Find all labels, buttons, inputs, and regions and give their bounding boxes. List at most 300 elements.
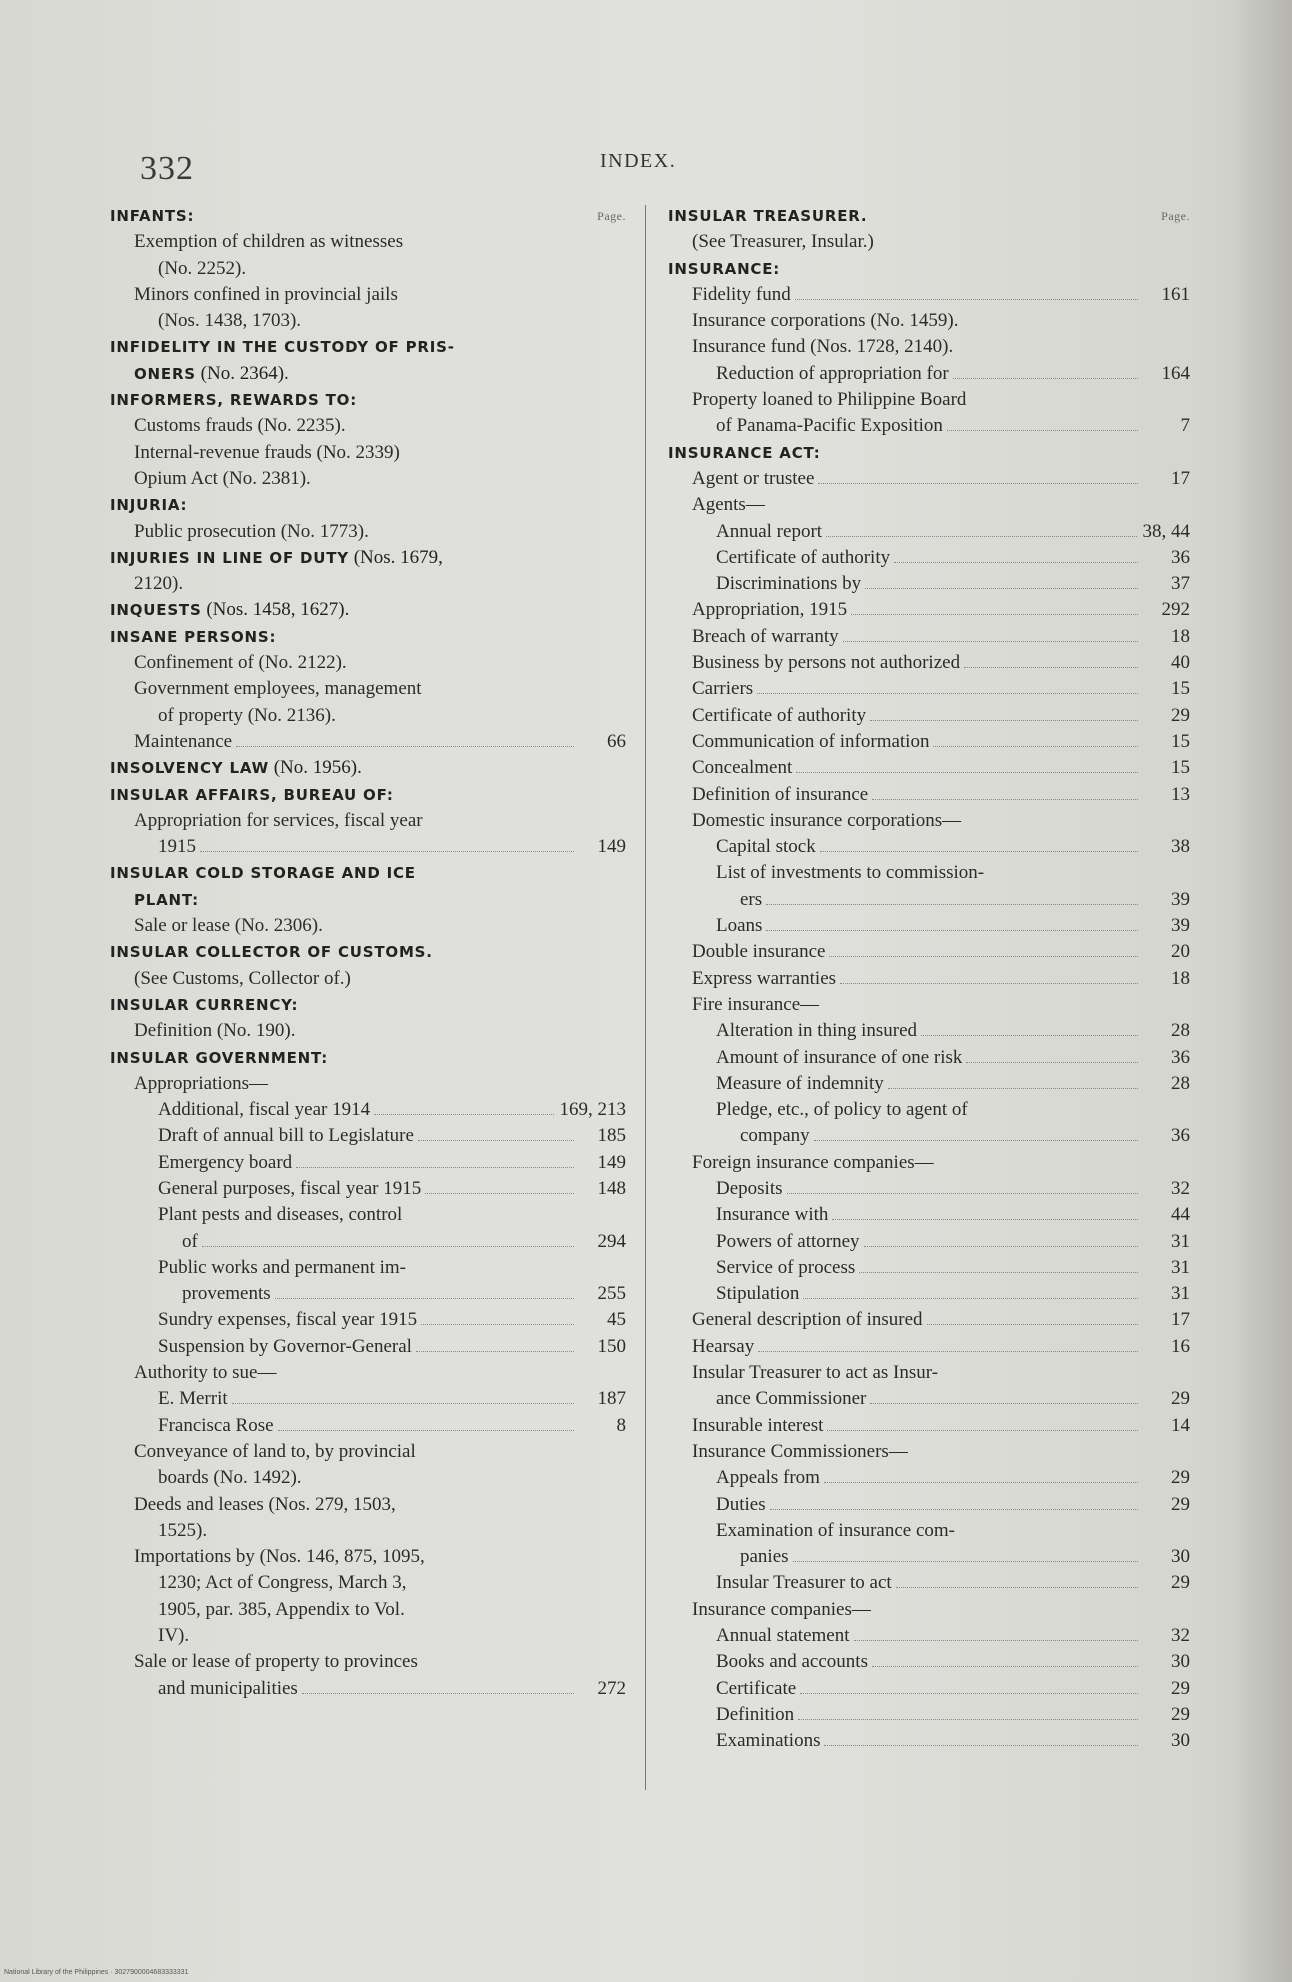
entry-text: Service of process (716, 1256, 856, 1278)
index-heading (668, 203, 1190, 229)
index-heading (110, 992, 626, 1018)
entry-text: INSULAR COLLECTOR OF CUSTOMS. (110, 943, 433, 962)
leader-dots (827, 1430, 1138, 1431)
entry-text: INFIDELITY IN THE CUSTODY OF PRIS- (110, 338, 455, 357)
index-entry (110, 676, 626, 702)
index-entry (668, 1439, 1190, 1465)
entry-text: (Nos. 1438, 1703). (158, 310, 302, 332)
page-ref: 17 (1171, 1309, 1190, 1331)
entry-text: Appropriations— (134, 1072, 269, 1094)
entry-text: Appeals from (716, 1467, 820, 1489)
entry-text: Emergency board (158, 1151, 293, 1173)
entry-text: Examination of insurance com- (716, 1519, 956, 1541)
index-entry (110, 808, 626, 834)
entry-text: INSULAR TREASURER. (668, 207, 868, 225)
page-ref: 164 (1161, 362, 1190, 384)
entry-text: Insular Treasurer to act as Insur- (692, 1362, 939, 1384)
page-ref: 37 (1171, 573, 1190, 595)
leader-dots (829, 956, 1138, 957)
index-entry (668, 1492, 1190, 1518)
page-ref: 13 (1171, 783, 1190, 805)
entry-text: Customs frauds (No. 2235). (134, 415, 346, 437)
index-entry (110, 1281, 626, 1307)
entry-text: List of investments to commission- (716, 862, 985, 884)
entry-text: INSULAR CURRENCY: (110, 995, 299, 1014)
index-heading (110, 203, 626, 229)
index-entry (668, 1097, 1190, 1123)
page-ref: 8 (616, 1414, 626, 1436)
entry-text: INFORMERS, REWARDS TO: (110, 391, 358, 410)
index-entry (668, 782, 1190, 808)
entry-text: Communication of information (692, 730, 930, 752)
entry-text: 1525). (158, 1519, 208, 1541)
leader-dots (416, 1351, 574, 1352)
index-entry (668, 676, 1190, 702)
page-ref: 36 (1171, 1125, 1190, 1147)
entry-text: IV). (158, 1625, 190, 1647)
page-ref: 29 (1171, 1572, 1190, 1594)
entry-text: Conveyance of land to, by provincial (134, 1440, 416, 1462)
entry-text: provements (182, 1283, 271, 1305)
entry-text: 2120). (134, 573, 184, 595)
index-entry (668, 624, 1190, 650)
column-divider (645, 205, 646, 1790)
entry-text: Express warranties (692, 967, 837, 989)
entry-text: INSULAR GOVERNMENT: (110, 1048, 329, 1067)
page-ref: 169, 213 (559, 1099, 626, 1121)
running-title: INDEX. (600, 150, 677, 172)
entry-text: INQUESTS (110, 601, 202, 620)
leader-dots (864, 1246, 1138, 1247)
entry-text: ers (740, 888, 763, 910)
page-ref: 15 (1171, 730, 1190, 752)
entry-text: Capital stock (716, 836, 816, 858)
leader-dots (421, 1324, 574, 1325)
leader-dots (296, 1167, 574, 1168)
leader-dots (872, 799, 1138, 800)
index-entry (110, 1018, 626, 1044)
entry-text: 1230; Act of Congress, March 3, (158, 1572, 407, 1594)
entry-text: Double insurance (692, 941, 826, 963)
leader-dots (820, 851, 1138, 852)
index-entry (668, 308, 1190, 334)
page-ref: 29 (1171, 1677, 1190, 1699)
index-entry (110, 1071, 626, 1097)
leader-dots (232, 1403, 574, 1404)
entry-text: Discriminations by (716, 573, 862, 595)
page-ref: 29 (1171, 704, 1190, 726)
index-entry (668, 1229, 1190, 1255)
entry-text: Insurable interest (692, 1414, 824, 1436)
leader-dots (872, 1666, 1138, 1667)
index-entry (110, 650, 626, 676)
entry-text: of (182, 1230, 198, 1252)
entry-text: Minors confined in provincial jails (134, 283, 398, 305)
index-entry (110, 966, 626, 992)
page-ref: 39 (1171, 915, 1190, 937)
page-number: 332 (140, 150, 194, 187)
entry-text: 1905, par. 385, Appendix to Vol. (158, 1598, 405, 1620)
entry-text: Appropriation, 1915 (692, 599, 848, 621)
entry-text: Fidelity fund (692, 283, 791, 305)
page-ref: 161 (1161, 283, 1190, 305)
index-entry (668, 1649, 1190, 1675)
entry-text: INFANTS: (110, 207, 195, 225)
page-ref: 38, 44 (1142, 520, 1190, 542)
page-ref: 272 (597, 1677, 626, 1699)
index-heading (110, 939, 626, 965)
entry-text: PLANT: (134, 890, 199, 909)
entry-text: ONERS (134, 364, 196, 383)
index-entry (668, 887, 1190, 913)
entry-text: Exemption of children as witnesses (134, 231, 404, 253)
index-entry (668, 545, 1190, 571)
leader-dots (953, 378, 1138, 379)
index-entry (110, 1518, 626, 1544)
entry-text: Reduction of appropriation for (716, 362, 949, 384)
entry-text: INJURIES IN LINE OF DUTY (110, 548, 349, 567)
index-entry (110, 308, 626, 334)
entry-text: Sale or lease of property to provinces (134, 1651, 418, 1673)
entry-text: INSURANCE: (668, 259, 781, 278)
entry-text: of property (No. 2136). (158, 704, 336, 726)
index-entry (110, 703, 626, 729)
index-entry (668, 1045, 1190, 1071)
entry-text: Agent or trustee (692, 467, 815, 489)
index-entry (110, 1176, 626, 1202)
entry-text: Hearsay (692, 1335, 755, 1357)
entry-text: Additional, fiscal year 1914 (158, 1099, 371, 1121)
leader-dots (840, 983, 1138, 984)
entry-text: Public prosecution (No. 1773). (134, 520, 369, 542)
index-entry (668, 1360, 1190, 1386)
entry-reference: (No. 1956). (268, 757, 362, 779)
index-entry (668, 361, 1190, 387)
page-ref: 18 (1171, 967, 1190, 989)
entry-reference: (No. 2364). (195, 362, 289, 384)
entry-text: Fire insurance— (692, 993, 820, 1015)
index-heading (110, 387, 626, 413)
index-entry (110, 256, 626, 282)
index-entry (668, 571, 1190, 597)
page-ref: 36 (1171, 1046, 1190, 1068)
leader-dots (896, 1587, 1138, 1588)
index-entry (110, 1597, 626, 1623)
leader-dots (921, 1035, 1138, 1036)
entry-text: Insurance companies— (692, 1598, 871, 1620)
entry-text: Public works and permanent im- (158, 1256, 407, 1278)
entry-text: boards (No. 1492). (158, 1467, 302, 1489)
index-entry (668, 1676, 1190, 1702)
index-heading (110, 492, 626, 518)
page-ref: 38 (1171, 836, 1190, 858)
entry-text: ance Commissioner (716, 1388, 867, 1410)
index-entry (668, 1255, 1190, 1281)
entry-reference: (Nos. 1679, (348, 546, 443, 568)
index-entry (668, 1623, 1190, 1649)
entry-text: INSULAR COLD STORAGE AND ICE (110, 864, 416, 883)
leader-dots (814, 1140, 1138, 1141)
leader-dots (854, 1640, 1139, 1641)
entry-text: Plant pests and diseases, control (158, 1204, 403, 1226)
index-entry (110, 1123, 626, 1149)
page-ref: 29 (1171, 1467, 1190, 1489)
entry-text: Importations by (Nos. 146, 875, 1095, (134, 1546, 425, 1568)
entry-text: Stipulation (716, 1283, 800, 1305)
leader-dots (796, 772, 1138, 773)
entry-text: Insurance with (716, 1204, 829, 1226)
leader-dots (798, 1719, 1138, 1720)
entry-text: Definition of insurance (692, 783, 869, 805)
leader-dots (870, 1403, 1138, 1404)
page-ref: 44 (1171, 1204, 1190, 1226)
entry-text: Insurance fund (Nos. 1728, 2140). (692, 336, 954, 358)
page-ref: 66 (607, 730, 626, 752)
index-heading (110, 887, 626, 913)
entry-text: Annual report (716, 520, 823, 542)
page-ref: 7 (1180, 415, 1190, 437)
index-entry (110, 440, 626, 466)
index-entry (668, 1307, 1190, 1333)
index-entry (668, 1728, 1190, 1754)
entry-text: Carriers (692, 678, 754, 700)
index-entry (110, 1439, 626, 1465)
entry-text: Francisca Rose (158, 1414, 274, 1436)
entry-text: Pledge, etc., of policy to agent of (716, 1099, 968, 1121)
index-entry (110, 1386, 626, 1412)
leader-dots (770, 1509, 1138, 1510)
page-ref: 14 (1171, 1414, 1190, 1436)
entry-text: Authority to sue— (134, 1362, 277, 1384)
index-entry (668, 834, 1190, 860)
index-entry (668, 229, 1190, 255)
index-heading (110, 782, 626, 808)
index-heading (110, 361, 626, 387)
entry-text: INSURANCE ACT: (668, 443, 821, 462)
page-ref: 17 (1171, 467, 1190, 489)
left-index-column (110, 203, 626, 1702)
index-entry (110, 1649, 626, 1675)
entry-text: Suspension by Governor-General (158, 1335, 412, 1357)
entry-text: INSULAR AFFAIRS, BUREAU OF: (110, 785, 394, 804)
leader-dots (824, 1482, 1138, 1483)
index-entry (110, 282, 626, 308)
index-heading (668, 440, 1190, 466)
entry-text: Internal-revenue frauds (No. 2339) (134, 441, 400, 463)
index-heading (110, 755, 626, 781)
index-entry (110, 834, 626, 860)
entry-text: panies (740, 1546, 789, 1568)
entry-text: (No. 2252). (158, 257, 247, 279)
index-entry (668, 1597, 1190, 1623)
entry-text: Amount of insurance of one risk (716, 1046, 963, 1068)
entry-text: Opium Act (No. 2381). (134, 467, 311, 489)
index-entry (110, 1544, 626, 1570)
leader-dots (964, 667, 1138, 668)
leader-dots (851, 614, 1138, 615)
page-ref: 40 (1171, 652, 1190, 674)
entry-text: Concealment (692, 757, 793, 779)
index-heading (668, 256, 1190, 282)
page-ref: 29 (1171, 1703, 1190, 1725)
entry-text: 1915 (158, 836, 196, 858)
page-column-label: Page. (1161, 209, 1190, 223)
leader-dots (800, 1693, 1138, 1694)
index-heading (110, 624, 626, 650)
leader-dots (766, 904, 1138, 905)
entry-text: Sale or lease (No. 2306). (134, 915, 323, 937)
entry-text: General description of insured (692, 1309, 923, 1331)
index-entry (110, 1150, 626, 1176)
leader-dots (425, 1193, 574, 1194)
entry-text: E. Merrit (158, 1388, 228, 1410)
index-entry (110, 1623, 626, 1649)
entry-text: Books and accounts (716, 1651, 868, 1673)
entry-reference: (Nos. 1458, 1627). (201, 599, 350, 621)
entry-text: Definition (No. 190). (134, 1020, 296, 1042)
index-entry (110, 729, 626, 755)
page-ref: 15 (1171, 757, 1190, 779)
entry-text: Insurance Commissioners— (692, 1440, 908, 1462)
index-entry (668, 1150, 1190, 1176)
entry-text: Annual statement (716, 1625, 850, 1647)
entry-text: Foreign insurance companies— (692, 1151, 934, 1173)
page-ref: 31 (1171, 1256, 1190, 1278)
page-ref: 39 (1171, 888, 1190, 910)
index-entry (668, 1570, 1190, 1596)
index-entry (110, 1229, 626, 1255)
entry-text: Insular Treasurer to act (716, 1572, 892, 1594)
index-entry (668, 913, 1190, 939)
footer-credit: National Library of the Philippines · 3027900004683333331 (4, 1969, 189, 1976)
entry-text: of Panama-Pacific Exposition (716, 415, 943, 437)
entry-text: Maintenance (134, 730, 233, 752)
index-heading (110, 597, 626, 623)
entry-text: Deeds and leases (Nos. 279, 1503, (134, 1493, 396, 1515)
entry-text: and municipalities (158, 1677, 298, 1699)
index-entry (110, 466, 626, 492)
index-entry (668, 492, 1190, 518)
leader-dots (374, 1114, 553, 1115)
index-entry (668, 1518, 1190, 1544)
index-entry (668, 519, 1190, 545)
page-ref: 32 (1171, 1177, 1190, 1199)
leader-dots (818, 483, 1138, 484)
index-entry (110, 519, 626, 545)
page-ref: 15 (1171, 678, 1190, 700)
entry-text: Duties (716, 1493, 766, 1515)
index-entry (668, 1281, 1190, 1307)
index-entry (668, 808, 1190, 834)
leader-dots (202, 1246, 574, 1247)
index-entry (110, 1676, 626, 1702)
index-entry (110, 1307, 626, 1333)
entry-text: Breach of warranty (692, 625, 839, 647)
entry-text: Examinations (716, 1730, 821, 1752)
index-entry (668, 1386, 1190, 1412)
index-entry (668, 1544, 1190, 1570)
index-entry (668, 1413, 1190, 1439)
leader-dots (966, 1062, 1138, 1063)
page-ref: 150 (597, 1335, 626, 1357)
page-column-label: Page. (597, 209, 626, 223)
page-ref: 255 (597, 1283, 626, 1305)
index-entry (110, 1097, 626, 1123)
page-edge-shadow (1232, 0, 1292, 1982)
leader-dots (275, 1298, 574, 1299)
entry-text: Loans (716, 915, 763, 937)
index-entry (110, 1465, 626, 1491)
index-entry (668, 939, 1190, 965)
index-entry (110, 1492, 626, 1518)
page-ref: 149 (597, 1151, 626, 1173)
entry-text: Business by persons not authorized (692, 652, 961, 674)
leader-dots (826, 536, 1136, 537)
leader-dots (766, 930, 1138, 931)
leader-dots (824, 1745, 1138, 1746)
index-heading (110, 545, 626, 571)
page-ref: 45 (607, 1309, 626, 1331)
page-ref: 18 (1171, 625, 1190, 647)
leader-dots (870, 720, 1138, 721)
entry-text: Domestic insurance corporations— (692, 809, 962, 831)
index-entry (668, 1334, 1190, 1360)
leader-dots (418, 1140, 574, 1141)
entry-text: (See Customs, Collector of.) (134, 967, 351, 989)
leader-dots (859, 1272, 1138, 1273)
leader-dots (302, 1693, 574, 1694)
index-entry (668, 413, 1190, 439)
leader-dots (927, 1324, 1138, 1325)
entry-text: Certificate of authority (716, 546, 891, 568)
page-ref: 28 (1171, 1072, 1190, 1094)
index-entry (668, 650, 1190, 676)
page-ref: 31 (1171, 1283, 1190, 1305)
entry-text: Deposits (716, 1177, 783, 1199)
page-ref: 294 (597, 1230, 626, 1252)
leader-dots (933, 746, 1138, 747)
index-entry (668, 387, 1190, 413)
page-ref: 30 (1171, 1730, 1190, 1752)
entry-text: Confinement of (No. 2122). (134, 652, 347, 674)
entry-text: Government employees, management (134, 678, 422, 700)
index-entry (668, 1202, 1190, 1228)
entry-text: Alteration in thing insured (716, 1020, 918, 1042)
index-entry (668, 1702, 1190, 1728)
leader-dots (757, 693, 1138, 694)
index-entry (110, 1202, 626, 1228)
index-entry (668, 1018, 1190, 1044)
leader-dots (888, 1088, 1138, 1089)
page-ref: 32 (1171, 1625, 1190, 1647)
index-entry (110, 229, 626, 255)
page-ref: 36 (1171, 546, 1190, 568)
index-entry (110, 1570, 626, 1596)
entry-text: Property loaned to Philippine Board (692, 389, 967, 411)
leader-dots (947, 430, 1138, 431)
index-entry (668, 966, 1190, 992)
page-ref: 185 (597, 1125, 626, 1147)
page-ref: 149 (597, 836, 626, 858)
leader-dots (787, 1193, 1139, 1194)
index-entry (668, 334, 1190, 360)
entry-text: INSOLVENCY LAW (110, 759, 269, 778)
page-ref: 16 (1171, 1335, 1190, 1357)
index-heading (110, 860, 626, 886)
index-entry (668, 755, 1190, 781)
index-entry (668, 1123, 1190, 1149)
entry-text: Certificate (716, 1677, 797, 1699)
